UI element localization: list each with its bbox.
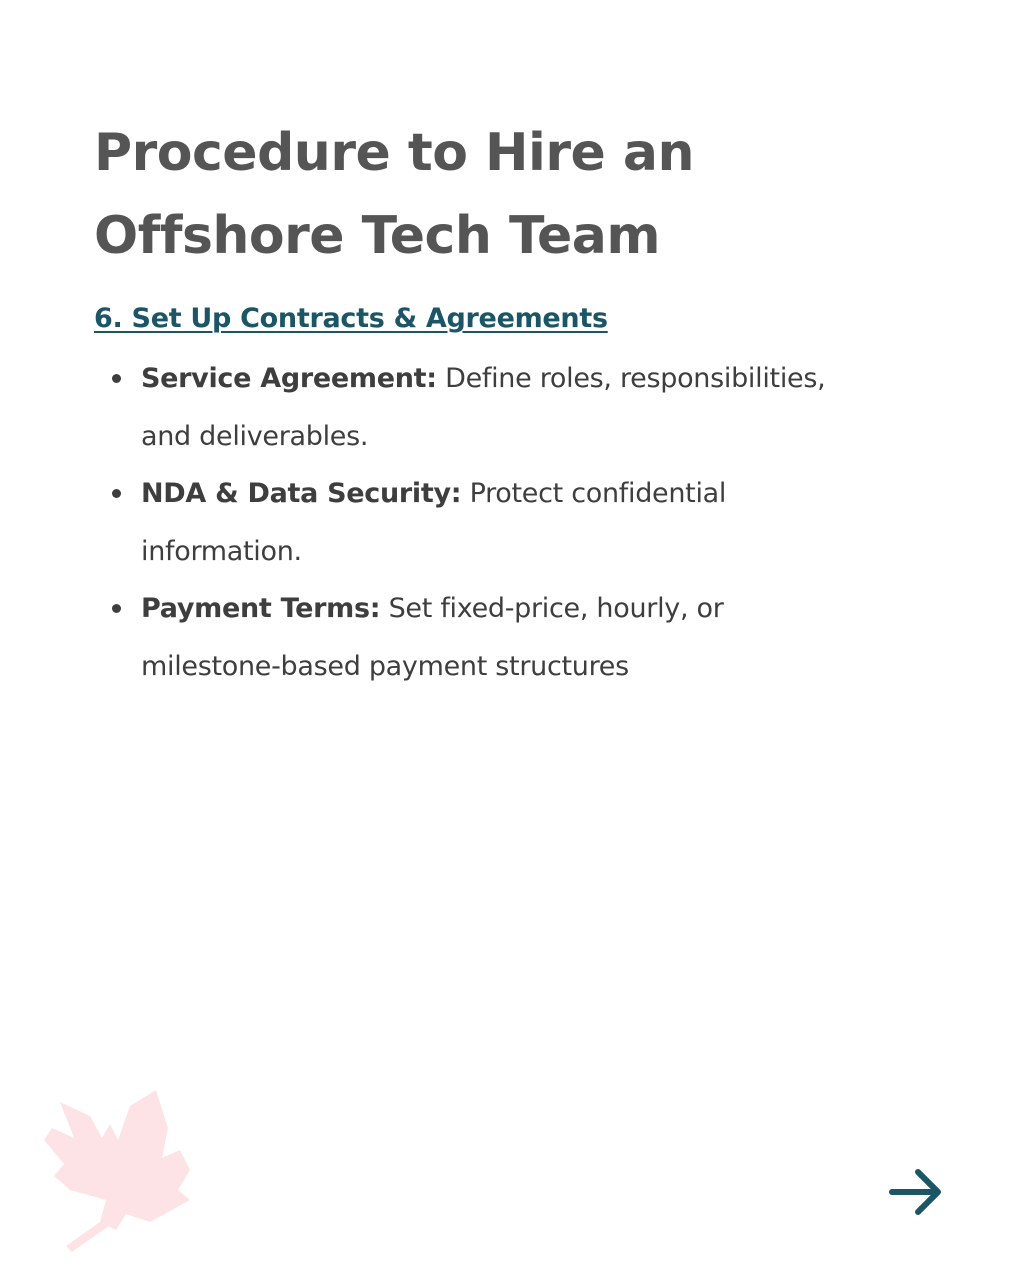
bullet-icon (112, 604, 121, 613)
arrow-right-icon[interactable] (888, 1166, 946, 1218)
bullet-text: Set fixed-price, hourly, or milestone-based payment structures (141, 593, 724, 682)
bullet-term: NDA & Data Security: (141, 478, 462, 509)
bullet-icon (112, 374, 121, 383)
bullet-text: Protect confidential information. (141, 478, 727, 567)
bullet-list (110, 350, 870, 695)
list-item (110, 465, 870, 580)
maple-leaf-icon (30, 1080, 210, 1260)
bullet-term: Payment Terms: (141, 593, 381, 624)
list-item (110, 580, 870, 695)
list-item (110, 350, 870, 465)
bullet-icon (112, 489, 121, 498)
bullet-text: Define roles, responsibilities, and deliverables. (141, 363, 826, 452)
bullet-term: Service Agreement: (141, 363, 437, 394)
page-title: Procedure to Hire an Offshore Tech Team (94, 123, 694, 266)
section-heading-link[interactable]: 6. Set Up Contracts & Agreements (94, 303, 608, 334)
